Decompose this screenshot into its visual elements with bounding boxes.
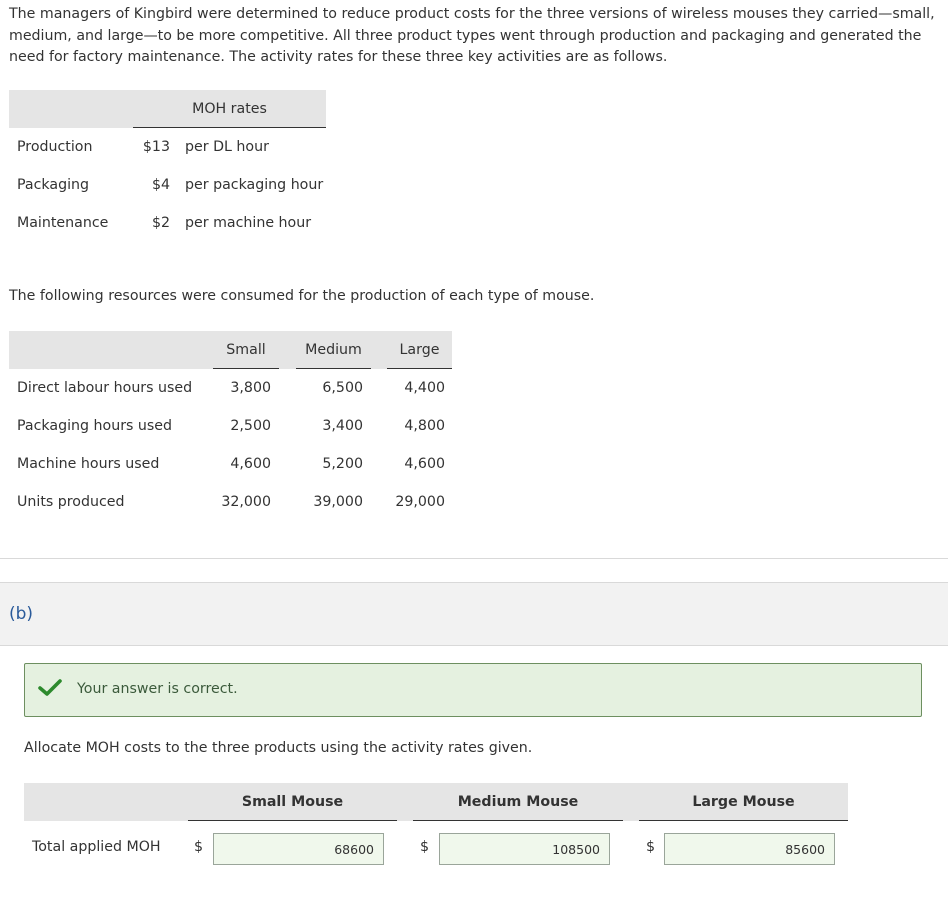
resource-cell: 29,000 [395, 494, 445, 510]
moh-row-unit: per machine hour [185, 215, 312, 231]
currency-symbol: $ [646, 839, 656, 855]
check-icon [38, 678, 62, 698]
moh-row-unit: per DL hour [185, 139, 269, 155]
resource-cell: 4,600 [230, 456, 271, 472]
resource-cell: 2,500 [230, 418, 271, 434]
resource-cell: 3,400 [322, 418, 363, 434]
col-header-medium-mouse: Medium Mouse [413, 783, 623, 821]
resource-cell: 5,200 [322, 456, 363, 472]
resource-row-label: Packaging hours used [17, 418, 173, 434]
moh-row-label: Packaging [17, 177, 90, 193]
moh-row-label: Production [17, 139, 93, 155]
currency-symbol: $ [194, 839, 204, 855]
medium-mouse-moh-input[interactable] [439, 833, 610, 865]
col-header-small: Small [213, 331, 279, 369]
large-mouse-moh-input[interactable] [664, 833, 835, 865]
resource-cell: 4,800 [404, 418, 445, 434]
small-mouse-moh-input[interactable] [213, 833, 384, 865]
resource-cell: 6,500 [322, 380, 363, 396]
resource-cell: 39,000 [313, 494, 363, 510]
col-header-medium: Medium [296, 331, 371, 369]
resources-intro: The following resources were consumed for the production of each type of mouse. [9, 288, 595, 304]
part-b-label: (b) [9, 604, 34, 624]
resource-cell: 32,000 [221, 494, 271, 510]
resource-row-label: Units produced [17, 494, 125, 510]
col-header-small-mouse: Small Mouse [188, 783, 397, 821]
problem-intro: The managers of Kingbird were determined to reduce product costs for the three versions of wireless mouses they carried—small, medium, and large—to be more competitive. All three product types went through production and packaging and generated the need for factory maintenance. The activity rates for these three key activities are as follows. [9, 6, 935, 65]
resource-row-label: Direct labour hours used [17, 380, 193, 396]
moh-row-unit: per packaging hour [185, 177, 324, 193]
moh-row-amount: $13 [142, 139, 170, 155]
resource-row-label: Machine hours used [17, 456, 160, 472]
moh-row-amount: $2 [151, 215, 170, 231]
part-b-header [0, 582, 948, 646]
moh-row-amount: $4 [151, 177, 170, 193]
feedback-text: Your answer is correct. [77, 681, 238, 697]
resource-cell: 4,400 [404, 380, 445, 396]
total-applied-moh-label: Total applied MOH [32, 839, 161, 855]
moh-table-header: MOH rates [133, 90, 326, 128]
col-header-large: Large [387, 331, 452, 369]
currency-symbol: $ [420, 839, 430, 855]
section-divider [0, 558, 948, 559]
allocation-instructions: Allocate MOH costs to the three products using the activity rates given. [24, 740, 533, 756]
moh-row-label: Maintenance [17, 215, 109, 231]
resource-cell: 3,800 [230, 380, 271, 396]
col-header-large-mouse: Large Mouse [639, 783, 848, 821]
resource-cell: 4,600 [404, 456, 445, 472]
